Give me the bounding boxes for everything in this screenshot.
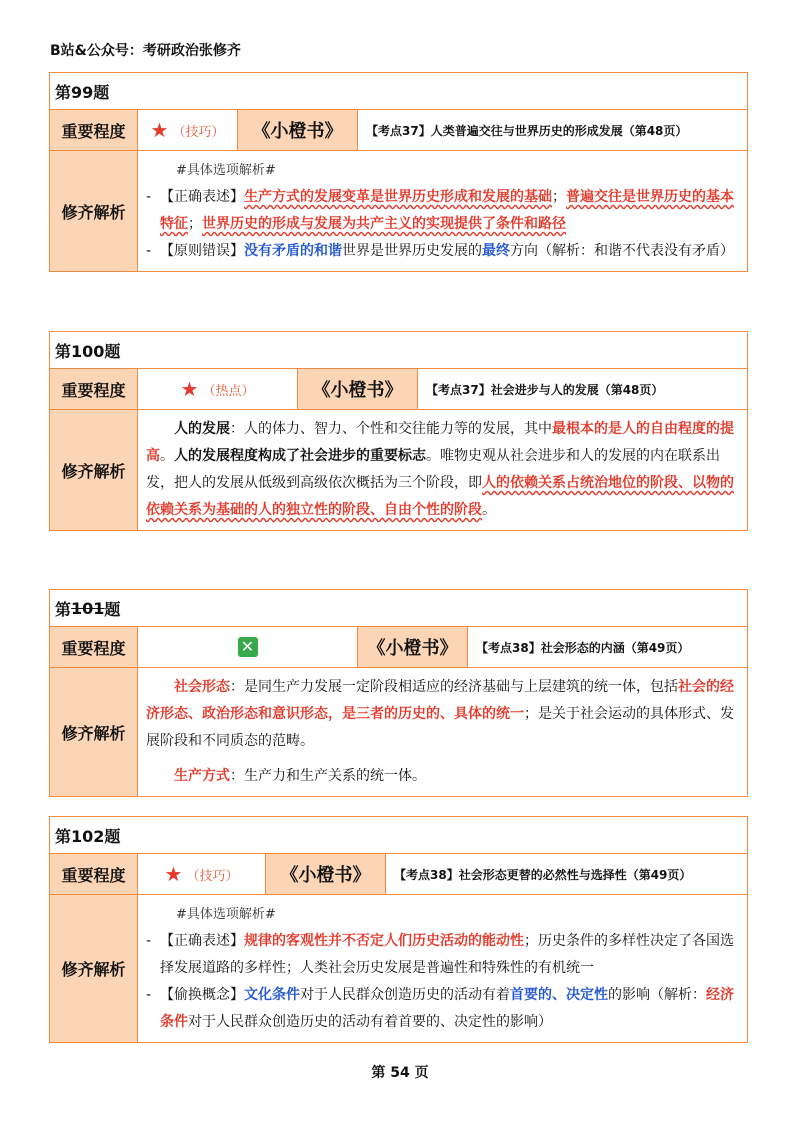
paragraph	[146, 763, 739, 790]
text: ：人的体力、智力、个性和交往能力等的发展，其中	[230, 421, 552, 437]
highlight: 生产方式的发展变革是世界历史形成和发展的基础	[244, 189, 552, 205]
sub-heading: #具体选项解析#	[176, 163, 276, 178]
rating-tag: （热点）	[202, 383, 255, 399]
text: 的影响（解析：	[608, 987, 706, 1003]
star-icon: ★	[180, 377, 199, 401]
text: 。	[160, 448, 174, 464]
star-icon: ★	[164, 862, 183, 886]
analysis-item: - 【正确表述】规律的客观性并不否定人们历史活动的能动性；历史条件的多样性决定了各国选择发展道路的多样性；人类社会历史发展是普遍性和特殊性的有机统一	[146, 933, 734, 976]
analysis-content	[137, 410, 747, 530]
question-title: 第102题	[55, 826, 121, 846]
highlight: 首要的、决定性	[510, 987, 608, 1003]
analysis-row	[50, 894, 747, 1042]
analysis-content	[137, 151, 747, 271]
page-number: 第 54 页	[371, 1065, 429, 1081]
highlight: 规律的客观性并不否定人们历史活动的能动性	[244, 933, 524, 949]
analysis-row	[50, 150, 747, 271]
highlight: 人的发展程度构成了社会进步的重要标志	[174, 448, 426, 464]
analysis-row	[50, 667, 747, 796]
highlight: 普遍交往是世界历史的基本特征	[160, 189, 734, 232]
analysis-label: 修齐解析	[50, 151, 137, 271]
rating-tag: （技巧）	[186, 868, 239, 884]
separator: ；	[188, 216, 202, 232]
analysis-content	[137, 668, 747, 796]
item-tag: 【原则错误】	[160, 243, 244, 259]
highlight: 文化条件	[244, 987, 300, 1003]
analysis-label: 修齐解析	[50, 895, 137, 1042]
importance-label: 重要程度	[50, 110, 137, 150]
item-tag: 【偷换概念】	[160, 987, 244, 1003]
question-title: 第99题	[55, 82, 110, 102]
question-102-block	[49, 816, 748, 1043]
analysis-item: - 【偷换概念】文化条件对于人民群众创造历史的活动有着首要的、决定性的影响（解析：经济条件对于人民群众创造历史的活动有着首要的、决定性的影响）	[146, 987, 734, 1030]
analysis-item: - 【正确表述】生产方式的发展变革是世界历史形成和发展的基础；普遍交往是世界历史的基本特征；世界历史的形成与发展为共产主义的实现提供了条件和路径	[146, 189, 734, 232]
exam-point: 【考点37】社会进步与人的发展（第48页）	[417, 369, 747, 409]
question-101-block	[49, 589, 748, 797]
text: 世界是世界历史发展的	[342, 243, 482, 259]
importance-label: 重要程度	[50, 854, 137, 894]
analysis-label: 修齐解析	[50, 668, 137, 796]
cross-icon: ✕	[238, 637, 258, 657]
highlight: 最终	[482, 243, 510, 259]
exam-point: 【考点37】人类普遍交往与世界历史的形成发展（第48页）	[357, 110, 747, 150]
importance-row	[50, 109, 747, 150]
importance-row	[50, 626, 747, 667]
text: ：生产力和生产关系的统一体。	[230, 768, 426, 784]
analysis-row	[50, 409, 747, 530]
page-header: B站&公众号：考研政治张修齐	[50, 43, 241, 59]
text: ：是同生产力发展一定阶段相适应的经济基础与上层建筑的统一体，包括	[230, 679, 678, 695]
item-tag: 【正确表述】	[160, 189, 244, 205]
highlight: 最根本的是人的自由程度的提高	[146, 421, 734, 464]
term: 人的发展	[174, 421, 230, 437]
exam-point: 【考点38】社会形态的内涵（第49页）	[467, 627, 747, 667]
text: 。	[482, 502, 496, 518]
question-title	[50, 590, 747, 626]
importance-row	[50, 368, 747, 409]
importance-label: 重要程度	[50, 627, 137, 667]
question-title: 第100题	[55, 341, 121, 361]
separator: ；	[552, 189, 566, 205]
book-label: 《小橙书》	[297, 369, 417, 409]
highlight: 人的依赖关系占统治地位的阶段、以物的依赖关系为基础的人的独立性的阶段、自由个性的阶段	[146, 475, 734, 518]
analysis-label: 修齐解析	[50, 410, 137, 530]
title-text: 题	[104, 599, 121, 619]
importance-rating	[137, 854, 265, 894]
title-number: 101	[71, 598, 105, 618]
importance-rating	[137, 110, 237, 150]
exam-point: 【考点38】社会形态更替的必然性与选择性（第49页）	[385, 854, 747, 894]
highlight: 世界历史的形成与发展为共产主义的实现提供了条件和路径	[202, 216, 566, 232]
title-text: 第	[55, 599, 72, 619]
rating-tag: （技巧）	[172, 124, 225, 140]
highlight: 没有矛盾的和谐	[244, 243, 342, 259]
text: 方向（解析：和谐不代表没有矛盾）	[510, 243, 734, 259]
question-100-block	[49, 331, 748, 531]
highlight: 社会的经济形态、政治形态和意识形态，是三者的历史的、具体的统一	[146, 679, 734, 722]
question-99-block	[49, 72, 748, 272]
text: 对于人民群众创造历史的活动有着首要的、决定性的影响）	[188, 1014, 552, 1030]
item-tag: 【正确表述】	[160, 933, 244, 949]
book-label: 《小橙书》	[237, 110, 357, 150]
sub-heading: #具体选项解析#	[176, 907, 276, 922]
text: ；是关于社会运动的具体形式、发展阶段和不同质态的范畴。	[146, 706, 734, 749]
term: 生产方式	[174, 768, 230, 784]
importance-label: 重要程度	[50, 369, 137, 409]
importance-row	[50, 853, 747, 894]
importance-rating	[137, 627, 357, 667]
text: 对于人民群众创造历史的活动有着	[300, 987, 510, 1003]
book-label: 《小橙书》	[265, 854, 385, 894]
text: ；历史条件的多样性决定了各国选择发展道路的多样性；人类社会历史发展是普遍性和特殊性的有机统一	[160, 933, 734, 976]
analysis-item: - 【原则错误】没有矛盾的和谐世界是世界历史发展的最终方向（解析：和谐不代表没有矛盾）	[146, 243, 734, 259]
text: 。唯物史观从社会进步和人的发展的内在联系出发，把人的发展从低级到高级依次概括为三个阶段，即	[146, 448, 720, 491]
highlight: 经济条件	[160, 987, 734, 1030]
importance-rating	[137, 369, 297, 409]
term: 社会形态	[174, 679, 230, 695]
book-label: 《小橙书》	[357, 627, 467, 667]
analysis-content	[137, 895, 747, 1042]
paragraph	[146, 674, 739, 755]
star-icon: ★	[150, 118, 169, 142]
